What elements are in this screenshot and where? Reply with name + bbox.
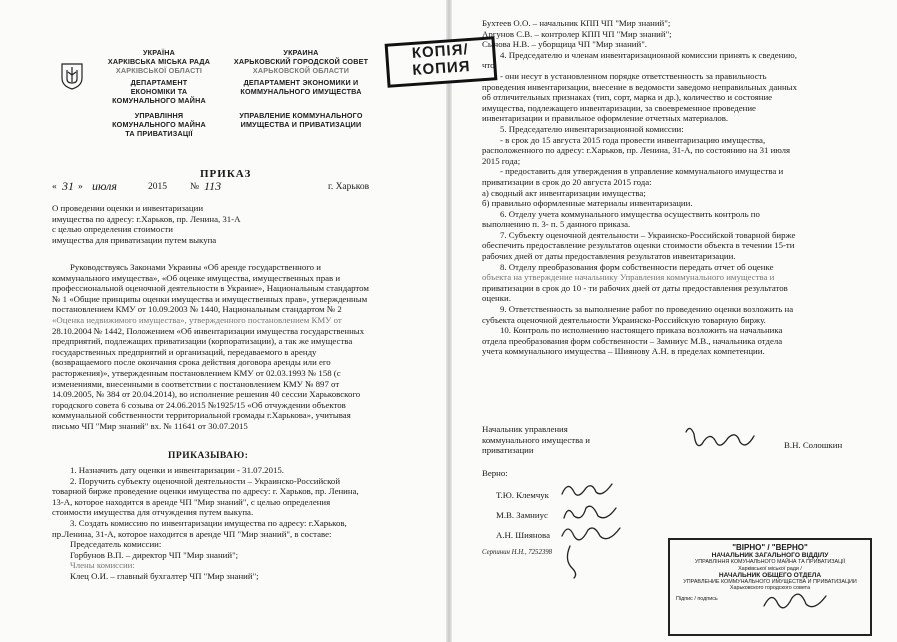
- copy-stamp-line: КОПІЯ/: [411, 41, 470, 62]
- order-subject: [52, 203, 388, 245]
- order-item-line: приватизации в срок до 10 - ти рабочих дней от даты предоставления результатов: [482, 282, 788, 293]
- copy-stamp-line: КОПИЯ: [411, 57, 472, 79]
- order-item-line: 6. Отделу учета коммунального имущества осуществить контроль по: [500, 208, 760, 219]
- header-ua-line: КОМУНАЛЬНОГО МАЙНА: [112, 96, 206, 105]
- order-number: 113: [204, 179, 222, 193]
- header-ru-line: УПРАВЛЕНИЕ КОММУНАЛЬНОГО: [239, 111, 363, 120]
- verifier-name: М.В. Замниус: [496, 510, 548, 520]
- preamble-line: изменениями, внесенными в соответствии с постановлением КМУ № 897 от: [52, 378, 340, 389]
- order-item-line: приватизации в срок до 20 августа 2015 года:: [482, 176, 652, 187]
- order-item-line: 2015 года;: [482, 155, 521, 166]
- order-number-label: №: [190, 182, 200, 192]
- stamp-line: УПРАВЛІННЯ КОМУНАЛЬНОГО МАЙНА ТА ПРИВАТИЗАЦІЇ: [694, 559, 846, 566]
- order-date-day: 31: [62, 179, 74, 193]
- header-ru-line: ДЕПАРТАМЕНТ ЭКОНОМИКИ И: [243, 78, 359, 87]
- stamp-line: Харьковского городского совета: [729, 585, 811, 592]
- order-item-line: 3. Создать комиссию по инвентаризации имущества по адресу: г.Харьков,: [70, 517, 347, 528]
- order-item-line: - в срок до 15 августа 2015 года провести инвентаризацию имущества,: [500, 134, 766, 145]
- subject-line: имущества для приватизации путем выкупа: [52, 234, 217, 245]
- signatory-title-line: коммунального имущества и: [482, 434, 590, 445]
- preamble-line: 14.09.2005, № 384 от 20.04.2014), во исполнение решения 40 сессии Харьковского: [52, 389, 361, 400]
- order-item-line: 8. Отделу преобразования форм собственности передать отчет об оценке: [500, 261, 774, 272]
- order-items-right: [482, 18, 860, 357]
- header-ua-line: УКРАЇНА: [143, 48, 175, 57]
- header-ua-line: КОМУНАЛЬНОГО МАЙНА: [112, 120, 206, 129]
- order-items-left: [52, 465, 388, 582]
- order-item-line: что:: [482, 60, 497, 71]
- order-item-line: обеспечить предоставление результатов оценки стоимости объекта в течении 15-ти: [482, 240, 795, 251]
- preamble-line: городского совета 6 созыва от 24.06.2015 №1925/15 «Об отчуждении объектов: [52, 399, 346, 410]
- stamp-line: НАЧАЛЬНИК ОБЩЕГО ОТДЕЛА: [718, 571, 822, 579]
- order-item-line: 10. Контроль по исполнению настоящего приказа возложить на начальника: [500, 325, 783, 336]
- header-ru-line: ХАРЬКОВСКИЙ ГОРОДСКОЙ СОВЕТ: [233, 57, 369, 66]
- verifier-signature: [558, 478, 618, 502]
- order-item-line: об отличительных признаках (тип, сорт, марка и др.), количество и состояние: [482, 92, 773, 103]
- signatory-name: В.Н. Солошкин: [784, 440, 843, 450]
- order-item-line: Председатель комиссии:: [70, 539, 162, 550]
- order-item-line: 4. Председателю и членам инвентаризационной комиссии принять к сведению,: [500, 49, 797, 60]
- header-ru-line: КОММУНАЛЬНОГО ИМУЩЕСТВА: [240, 87, 362, 96]
- order-item-line: расположенного по адресу: г.Харьков, пр. Ленина, 31-А, по состоянию на 31 июля: [482, 145, 791, 156]
- stamp-line: НАЧАЛЬНИК ЗАГАЛЬНОГО ВІДДІЛУ: [711, 552, 829, 559]
- page-fold: [446, 0, 452, 642]
- stamp-title: "ВІРНО" / "ВЕРНО": [732, 543, 808, 552]
- order-item-line: - предоставить для утверждения в управление коммунального имущества и: [500, 166, 784, 177]
- order-item-line: субъекта оценочной деятельности Украинско-Российскую товарную биржу.: [482, 314, 766, 325]
- order-item-line: Клец О.И. – главный бухгалтер ЧП "Мир знаний";: [70, 570, 259, 581]
- signatory-title-line: приватизации: [482, 445, 534, 456]
- order-title: ПРИКАЗ: [200, 168, 252, 180]
- preamble-line: профессиональной оценочной деятельности в Украине», Национальным стандартом: [52, 283, 369, 294]
- signatory-title: [482, 424, 682, 456]
- order-item-line: Бухтеев О.О. – начальник КПП ЧП "Мир знаний";: [482, 18, 671, 28]
- order-item-line: товарной бирже проведение оценки имущества по адресу: г. Харьков, пр. Ленина,: [52, 486, 359, 497]
- order-item-line: Горбунов В.П. – директор ЧП "Мир знаний";: [70, 549, 239, 560]
- director-signature: [680, 420, 760, 460]
- order-item-line: а) сводный акт инвентаризации имущества;: [482, 187, 646, 198]
- order-item-line: рабочих дней от даты предоставления результатов инвентаризации.: [482, 251, 736, 262]
- preamble-line: предприятий, подлежащих приватизации (корпоратизации), а так же имущества: [52, 336, 353, 347]
- order-preamble: [52, 262, 388, 432]
- preamble-line: Руководствуясь Законами Украины «Об аренде государственного и: [70, 262, 321, 272]
- copy-stamp: [385, 36, 498, 88]
- preamble-line: «Оценка недвижимого имущества», утвержденного постановлением КМУ от: [52, 314, 342, 325]
- preamble-line: постановлением КМУ от 10.09.2003 № 1440, Национальным стандартом № 2: [52, 304, 342, 315]
- preamble-line: коммунальной собственности территориальной громады г.Харькова», учитывая: [52, 410, 351, 421]
- header-russian: [224, 48, 378, 129]
- preamble-line: письмо ЧП "Мир знаний" вх. № 11641 от 30.07.2015: [52, 420, 248, 431]
- verifier-name: А.Н. Шиянова: [496, 530, 550, 540]
- order-item-line: Члены комиссии:: [70, 560, 135, 571]
- subject-line: имущества по адресу: г.Харьков, пр. Ленина, 31-А: [52, 213, 241, 224]
- order-item-line: имущества, подлежащего инвентаризации, за своевременное проведение: [482, 102, 756, 113]
- order-item-line: б) правильно оформленные материалы инвентаризации.: [482, 198, 693, 209]
- header-ua-line: ХАРКІВСЬКОЇ ОБЛАСТІ: [115, 66, 203, 75]
- verifier-signature: [556, 520, 626, 580]
- stamp-signature: [760, 586, 830, 616]
- verno-label: Верно:: [482, 468, 508, 478]
- header-ru-line: УКРАИНА: [283, 48, 319, 57]
- order-item-line: оценки.: [482, 293, 511, 304]
- preamble-line: 28.10.2004 № 1442, Положением «Об инвентаризации имущества государственных: [52, 325, 365, 336]
- header-ua-line: ХАРКІВСЬКА МІСЬКА РАДА: [107, 57, 211, 66]
- stamp-line: Харківської міської ради /: [738, 565, 802, 572]
- preamble-line: (возвращаемого после окончания срока действия договора аренды или его: [52, 357, 331, 368]
- order-item-line: объекта на утверждение начальнику Управления коммунального имущества и: [482, 272, 775, 283]
- executor-note: Серпинин Н.Н., 7252398: [482, 549, 553, 556]
- order-item-line: выполнению п. 3- п. 5 данного приказа.: [482, 219, 631, 230]
- order-item-line: 2. Поручить субъекту оценочной деятельности – Украинско-Российской: [70, 475, 341, 486]
- order-item-line: проведения инвентаризации, внесение в ведомости заведомо неправильных данных: [482, 81, 797, 92]
- preamble-line: расторжения)», утвержденным постановлением КМУ от 02.03.1993 № 158 (с: [52, 367, 341, 378]
- preamble-line: № 1 «Общие принципы оценки имущества и имущественных прав», утвержденным: [52, 293, 368, 304]
- preamble-line: коммунального имущества», «Об оценке имущества, имущественных прав и: [52, 272, 341, 283]
- header-ua-line: ДЕПАРТАМЕНТ: [130, 78, 188, 87]
- order-date-month: июля: [92, 179, 117, 193]
- header-ukrainian: [96, 48, 222, 138]
- stamp-line: УПРАВЛЕНИЕ КОММУНАЛЬНОГО ИМУЩЕСТВА И ПРИВАТИЗАЦИИ: [683, 579, 857, 586]
- coat-of-arms-icon: [60, 62, 84, 90]
- order-item-line: Сычова Н.В. – уборщица ЧП "Мир знаний".: [482, 39, 647, 50]
- subject-line: О проведении оценки и инвентаризации: [52, 203, 204, 213]
- order-year: 2015: [148, 182, 167, 192]
- order-item-line: 13-А, которое находится в аренде ЧП "Мир знаний", с целью определения: [52, 496, 331, 507]
- header-ua-line: ЕКОНОМІКИ ТА: [130, 87, 188, 96]
- signatory-title-line: Начальник управления: [482, 424, 568, 434]
- header-ru-line: ХАРЬКОВСКОЙ ОБЛАСТИ: [252, 66, 350, 75]
- order-item-line: - они несут в установленном порядке ответственность за правильность: [500, 70, 767, 81]
- header-ua-line: ТА ПРИВАТИЗАЦІЇ: [125, 129, 193, 138]
- order-date-line: « 31 » июля 2015 № 113 г. Харьков: [52, 179, 370, 193]
- order-item-line: инвентаризации и правильное оформление отчетных материалов.: [482, 113, 729, 124]
- orders-heading: ПРИКАЗЫВАЮ:: [168, 451, 249, 461]
- stamp-signature-label: Підпис / подпись: [676, 595, 718, 602]
- order-item-line: 5. Председателю инвентаризационной комиссии:: [500, 123, 684, 134]
- preamble-line: государственных предприятий и организаций, передаваемого в аренду: [52, 346, 317, 357]
- order-item-line: стоимости имущества для отчуждения путем выкупа.: [52, 507, 254, 518]
- order-city: г. Харьков: [328, 182, 370, 192]
- order-item-line: 7. Субъекту оценочной деятельности – Украинско-Российской товарной бирже: [500, 229, 796, 240]
- order-item-line: учета коммунального имущества – Шиянову А.Н. в пределах компетенции.: [482, 346, 765, 357]
- header-ua-line: УПРАВЛІННЯ: [134, 111, 184, 120]
- order-item-line: Аргунов С.В. – контролер КПП ЧП "Мир знаний";: [482, 28, 672, 39]
- order-item-line: 9. Ответственность за выполнение работ по проведению оценки возложить на: [500, 304, 794, 315]
- verifier-name: Т.Ю. Клемчук: [496, 490, 549, 500]
- header-ru-line: ИМУЩЕСТВА И ПРИВАТИЗАЦИИ: [240, 120, 362, 129]
- order-item-line: 1. Назначить дату оценки и инвентаризации - 31.07.2015.: [70, 465, 284, 475]
- order-item-line: пр.Ленина, 31-А, которое находится в аренде ЧП "Мир знаний", в составе:: [52, 528, 332, 539]
- subject-line: с целью определения стоимости: [52, 224, 173, 235]
- order-item-line: отдела преобразования форм собственности – Замниус М.В., начальника отдела: [482, 335, 783, 346]
